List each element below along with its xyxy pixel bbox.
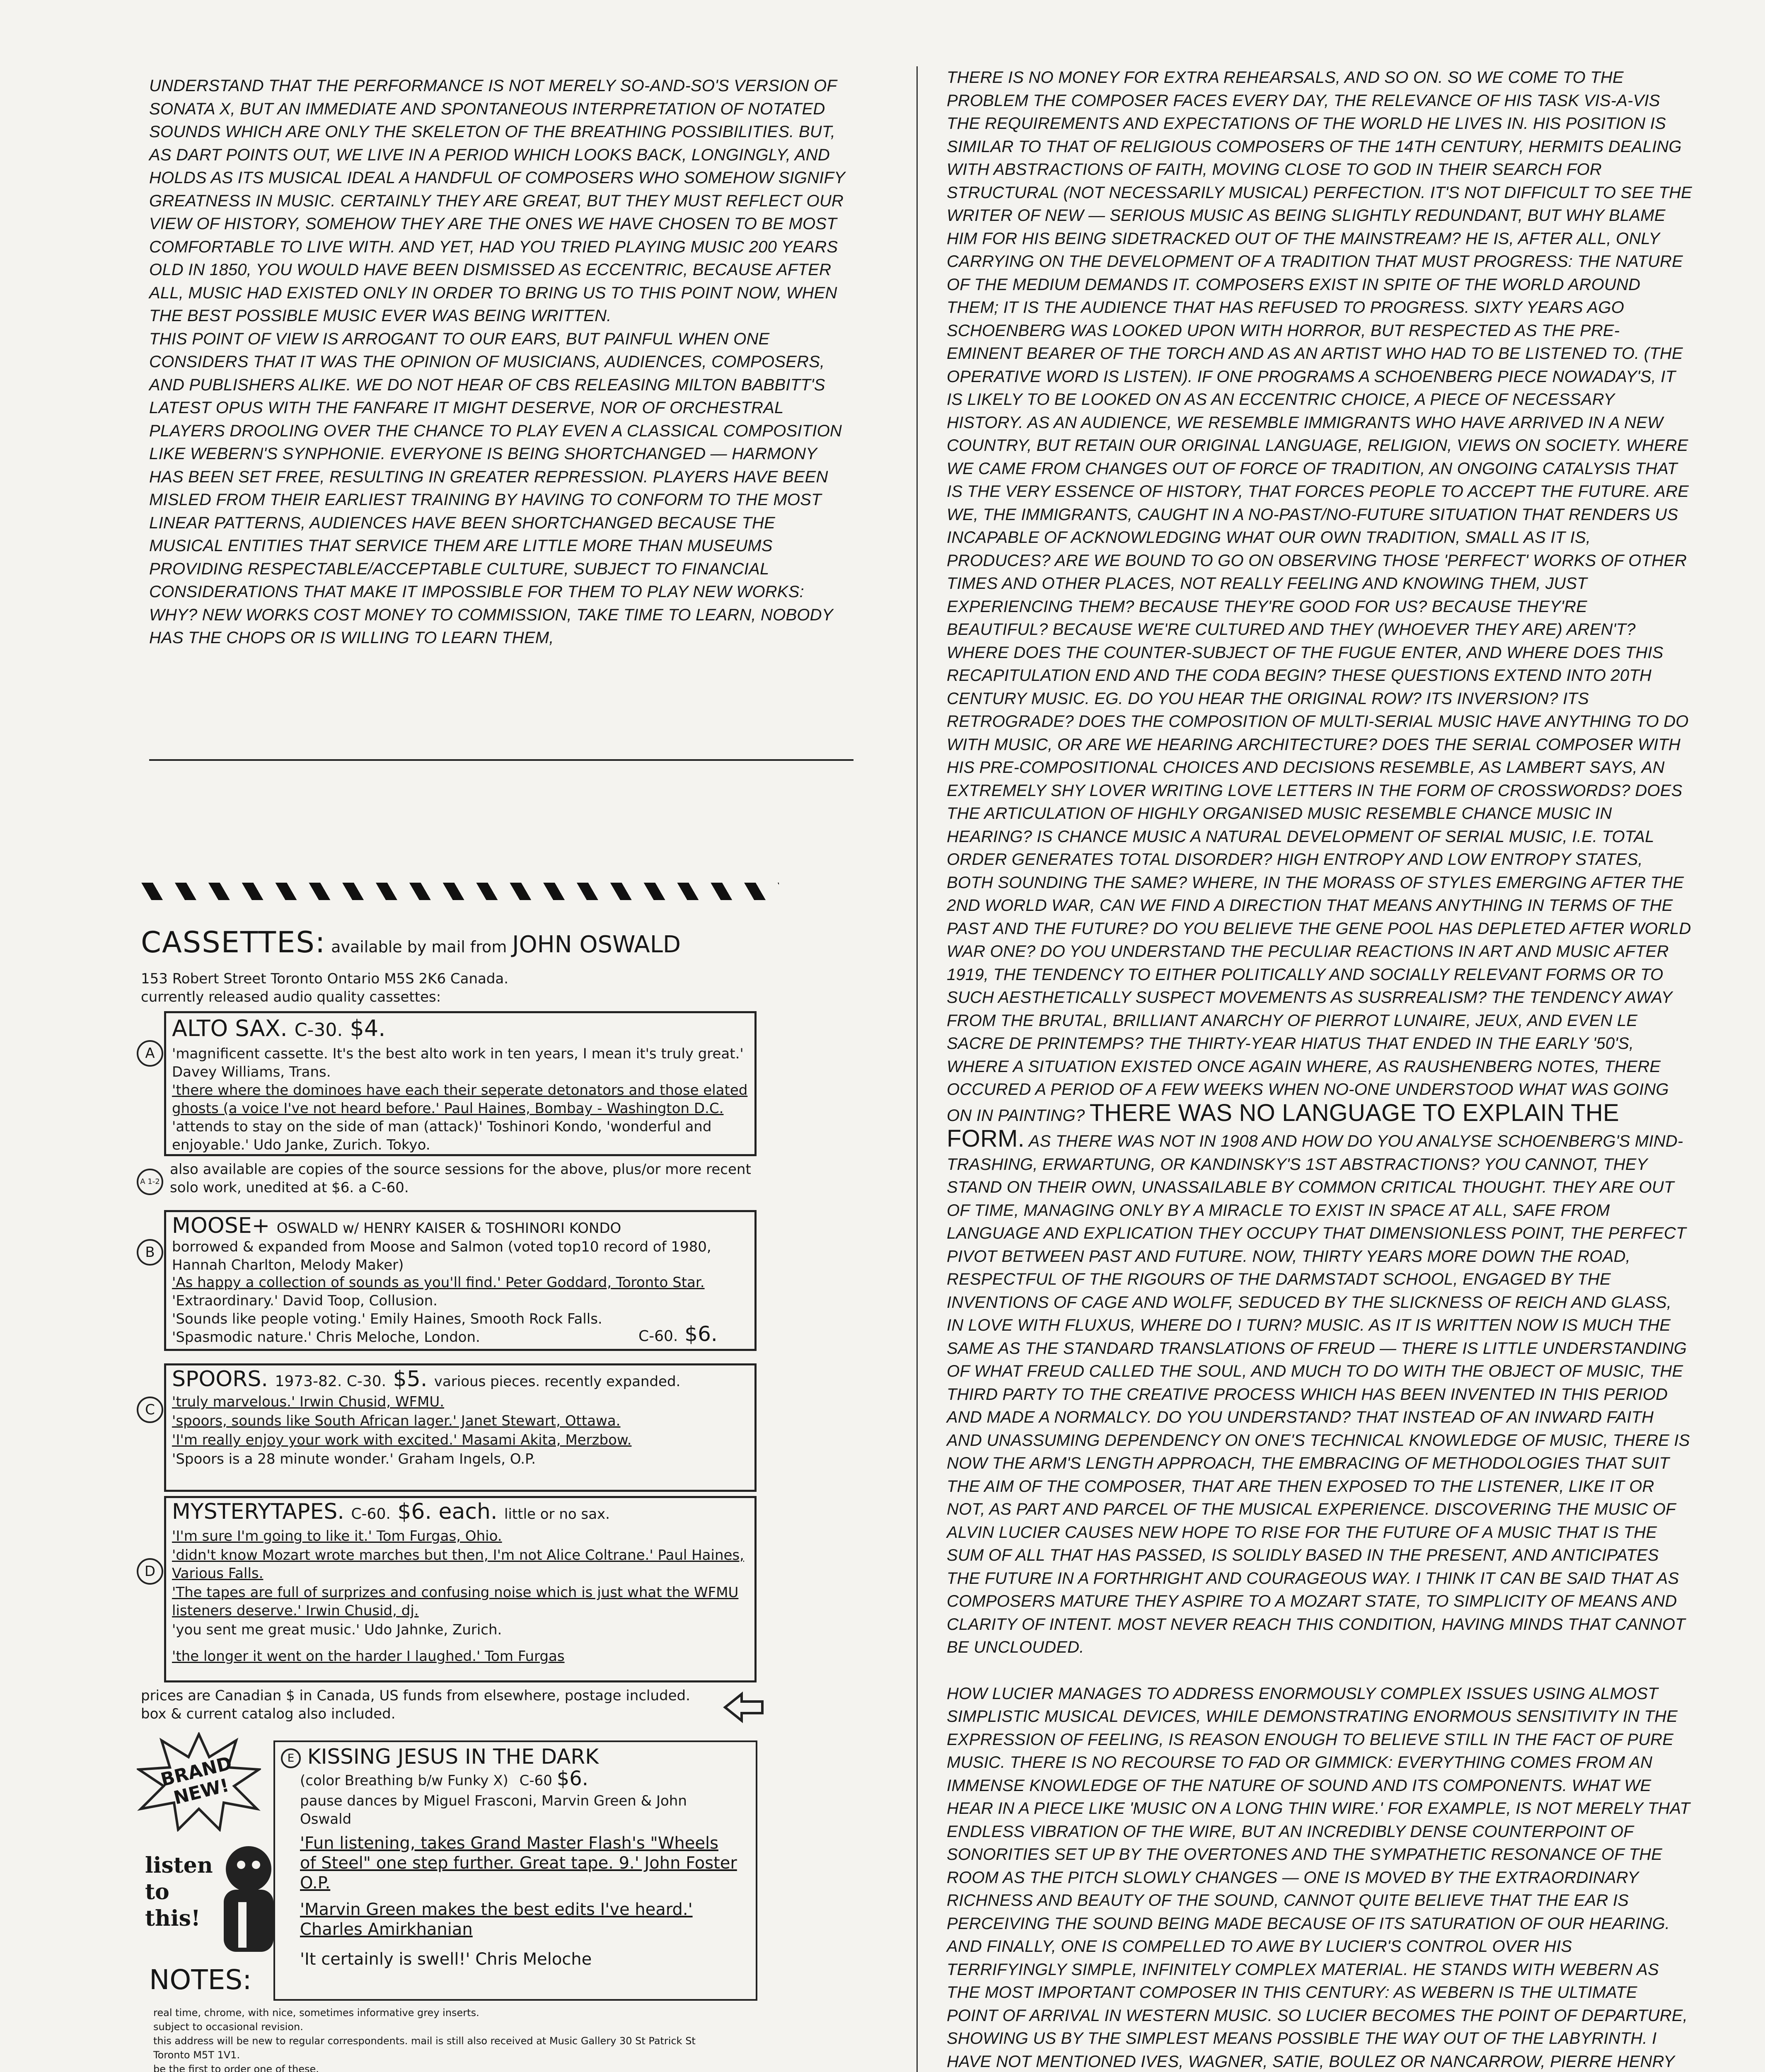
alto-sax-review-1: 'magnificent cassette. It's the best alto work in ten years, I mean it's truly great.' Davey Williams, Trans. bbox=[172, 1046, 744, 1080]
left-article bbox=[149, 75, 853, 650]
top-hatch-bar bbox=[141, 883, 779, 900]
mysterytapes-box bbox=[164, 1496, 757, 1682]
spoors-review-2: 'spoors, sounds like South African lager.' Janet Stewart, Ottawa. bbox=[172, 1413, 621, 1429]
kissing-review-3: 'It certainly is swell!' Chris Meloche bbox=[300, 1950, 592, 1969]
right-paragraph-1-text: THERE IS NO MONEY FOR EXTRA REHEARSALS, AND SO ON. SO WE COME TO THE PROBLEM THE COMPOSER FACES EVERY DAY, THE RELEVANCE OF HIS TASK VIS-A-VIS THE REQUIREMENTS AND EXPECTATIONS OF THE WORLD HE LIVES IN. HIS POSITION IS SIMILAR TO THAT OF RELIGIOUS COMPOSERS OF THE 14TH CENTURY, HERMITS DEALING WITH ABSTRACTIONS OF FAITH, MOVING CLOSE TO GOD IN THEIR SEARCH FOR STRUCTURAL (NOT NECESSARILY MUSICAL) PERFECTION. IT'S NOT DIFFICULT TO SEE THE WRITER OF NEW — SERIOUS MUSIC AS BEING SLIGHTLY REDUNDANT, BUT WHY BLAME HIM FOR HIS BEING SIDETRACKED OUT OF THE MAINSTREAM? HE IS, AFTER ALL, ONLY CARRYING ON THE DEVELOPMENT OF A TRADITION THAT MUST PROGRESS: THE NATURE OF THE MEDIUM DEMANDS IT. COMPOSERS EXIST IN SPITE OF THE WORLD AROUND THEM; IT IS THE AUDIENCE THAT HAS REFUSED TO PROGRESS. SIXTY YEARS AGO SCHOENBERG WAS LOOKED UPON WITH HORROR, BUT RESPECTED AS THE PRE-EMINENT BEARER OF THE TORCH AND AS AN ARTIST WHO HAD TO BE LISTENED TO. (THE OPERATIVE WORD IS LISTEN). IF ONE PROGRAMS A SCHOENBERG PIECE NOWADAY'S, IT IS LIKELY TO BE LOOKED ON AS AN ECCENTRIC CHOICE, A PIECE OF NECESSARY HISTORY. AS AN AUDIENCE, WE RESEMBLE IMMIGRANTS WHO HAVE ARRIVED IN A NEW COUNTRY, BUT RETAIN OUR ORIGINAL LANGUAGE, RELIGION, VIEWS ON SOCIETY. WHERE WE CAME FROM CHANGES OUT OF FORCE OF TRADITION, AN ONGOING CATALYSIS THAT IS THE VERY ESSENCE OF HISTORY, THAT FORCES PEOPLE TO ACCEPT THE FUTURE. ARE WE, THE IMMIGRANTS, CAUGHT IN A NO-PAST/NO-FUTURE SITUATION THAT RENDERS US INCAPABLE OF ACKNOWLEDGING WHAT OUR OWN TRADITION, SMALL AS IT IS, PRODUCES? ARE WE BOUND TO GO ON OBSERVING THOSE 'PERFECT' WORKS OF OTHER TIMES AND OTHER PLACES, NOT REALLY FEELING AND KNOWING THEM, JUST EXPERIENCING THEM? BECAUSE THEY'RE GOOD FOR US? BECAUSE THEY'RE BEAUTIFUL? BECAUSE WE'RE CULTURED AND THEY (WHOEVER THEY ARE) AREN'T? WHERE DOES THE COUNTER-SUBJECT OF THE FUGUE ENTER, AND WHERE DOES THIS RECAPITULATION END AND THE CODA BEGIN? THESE QUESTIONS EXTEND INTO 20TH CENTURY MUSIC. EG. DO YOU HEAR THE ORIGINAL ROW? ITS INVERSION? ITS RETROGRADE? DOES THE COMPOSITION OF MULTI-SERIAL MUSIC HAVE ANYTHING TO DO WITH MUSIC, OR ARE WE HEARING ARCHITECTURE? DOES THE SERIAL COMPOSER WITH HIS PRE-COMPOSITIONAL CHOICES AND DECISIONS RESEMBLE, AS LAMBERT SAYS, AN EXTREMELY SHY LOVER WRITING LOVE LETTERS IN THE FORM OF CROSSWORDS? DOES THE ARTICULATION OF HIGHLY ORGANISED MUSIC RESEMBLE CHANCE MUSIC IN HEARING? IS CHANCE MUSIC A NATURAL DEVELOPMENT OF SERIAL MUSIC, I.E. TOTAL ORDER GENERATES TOTAL DISORDER? HIGH ENTROPY AND LOW ENTROPY STATES, BOTH SOUNDING THE SAME? WHERE, IN THE MORASS OF STYLES EMERGING AFTER THE 2ND WORLD WAR, CAN WE FIND A DIRECTION THAT MEANS ANYTHING IN TERMS OF THE PAST AND THE FUTURE? DO YOU BELIEVE THE GENE POOL HAS DEPLETED AFTER WORLD WAR ONE? DO YOU UNDERSTAND THE PECULIAR REACTIONS IN ART AND MUSIC AFTER 1919, THE TENDENCY TO EITHER POLITICALLY AND SOCIALLY RELEVANT FORMS OR TO SUCH AESTHETICALLY SUSPECT MOVEMENTS AS SUSRREALISM? THE TENDENCY AWAY FROM THE BRUTAL, BRILLIANT ANARCHY OF PIERROT LUNAIRE, JEUX, AND EVEN LE SACRE DE PRINTEMPS? THE THIRTY-YEAR HIATUS THAT ENDED IN THE EARLY '50'S, WHERE A SITUATION EXISTED ONCE AGAIN WHERE, AS RAUSHENBERG NOTES, THERE OCCURED A PERIOD OF A FEW WEEKS WHEN NO-ONE UNDERSTOOD WHAT WAS GOING ON IN PAINTING? bbox=[947, 68, 1692, 1125]
kissing-heading bbox=[281, 1745, 599, 1769]
right-paragraph-1 bbox=[947, 66, 1692, 1659]
spoors-title: SPOORS. bbox=[172, 1367, 268, 1392]
right-paragraph-1-cont: AS THERE WAS NOT IN 1908 AND HOW DO YOU ANALYSE SCHOENBERG'S MIND-TRASHING, ERWARTUNG, OR KANDINSKY'S 1ST ABSTRACTIONS? YOU CANNOT, THEY STAND ON THEIR OWN, UNASSAILABLE BY COMMON CRITICAL THOUGHT. THEY ARE OUT OF TIME, MANAGING ONLY BY A MIRACLE TO EXIST IN SPACE AT ALL, SAFE FROM LANGUAGE AND EXPLICATION THEY OCCUPY THAT DIMENSIONLESS POINT, THE PERFECT PIVOT BETWEEN PAST AND FUTURE. NOW, THIRTY YEARS MORE DOWN THE ROAD, RESPECTFUL OF THE RIGOURS OF THE DARMSTADT SCHOOL, ENGAGED BY THE INVENTIONS OF CAGE AND WOLFF, SEDUCED BY THE SLICKNESS OF REICH AND GLASS, IN LOVE WITH FLUXUS, WHERE DO I TURN? MUSIC. AS IT IS WRITTEN NOW IS MUCH THE SAME AS THE STANDARD TRANSLATIONS OF FREUD — THERE IS LITTLE UNDERSTANDING OF WHAT FREUD CALLED THE SOUL, AND MUCH TO DO WITH THE OBJECT OF MUSIC, THE THIRD PARTY TO THE CREATIVE PROCESS WHICH HAS BEEN INVENTED IN THIS PERIOD AND MADE A NORMALCY. DO YOU UNDERSTAND? THAT INSTEAD OF AN INWARD FAITH AND UNASSUMING DEPENDENCY ON ONE'S TECHNICAL KNOWLEDGE OF MUSIC, THERE IS NOW THE ARM'S LENGTH APPROACH, THE EMBRACING OF METHODOLOGIES THAT SUIT THE AIM OF THE COMPOSER, THAT ARE THEN EXPOSED TO THE LISTENER, LIKE IT OR NOT, AS PART AND PARCEL OF THE MUSICAL EXPERIENCE. DISCOVERING THE MUSIC OF ALVIN LUCIER CAUSES NEW HOPE TO RISE FOR THE FUTURE OF A MUSIC THAT IS THE SUM OF ALL THAT HAS PASSED, IS SOLIDLY BASED IN THE PRESENT, AND ANTICIPATES THE FUTURE IN A FORTHRIGHT AND COURAGEOUS WAY. I THINK IT CAN BE SAID THAT AS COMPOSERS MATURE THEY ASPIRE TO A MOZART STATE, TO SIMPLICITY OF MEANS AND CLARITY OF INTENT. MOST NEVER REACH THIS CONDITION, HAVING MINDS THAT CANNOT BE UNCLOUDED. bbox=[947, 1132, 1690, 1656]
spoors-note: various pieces. recently expanded. bbox=[434, 1373, 681, 1390]
ad-header bbox=[141, 925, 787, 959]
mysterytapes-review-3: 'The tapes are full of surprizes and confusing noise which is just what the WFMU listeners deserve.' Irwin Chusid, dj. bbox=[172, 1584, 739, 1619]
column-divider bbox=[916, 66, 918, 2072]
alto-sax-title: ALTO SAX. bbox=[172, 1015, 288, 1041]
moose-credits: OSWALD w/ HENRY KAISER & TOSHINORI KONDO bbox=[276, 1220, 621, 1237]
mysterytapes-heading bbox=[172, 1500, 610, 1526]
moose-review-3: 'Sounds like people voting.' Emily Haines, Smooth Rock Falls. bbox=[172, 1311, 602, 1327]
left-paragraph-2: THIS POINT OF VIEW IS ARROGANT TO OUR EARS, BUT PAINFUL WHEN ONE CONSIDERS THAT IT WAS THE OPINION OF MUSICIANS, AUDIENCES, COMPOSERS, AND PUBLISHERS ALIKE. WE DO NOT HEAR OF CBS RELEASING MILTON BABBITT'S LATEST OPUS WITH THE FANFARE IT MIGHT DESERVE, NOR OF ORCHESTRAL PLAYERS DROOLING OVER THE CHANCE TO PLAY EVEN A CLASSICAL COMPOSITION LIKE WEBERN'S SYNPHONIE. EVERYONE IS BEING SHORTCHANGED — HARMONY HAS BEEN SET FREE, RESULTING IN GREATER REPRESSION. PLAYERS HAVE BEEN MISLED FROM THEIR EARLIEST TRAINING BY HAVING TO CONFORM TO THE MOST LINEAR PATTERNS, AUDIENCES HAVE BEEN SHORTCHANGED BECAUSE THE MUSICAL ENTITIES THAT SERVICE THEM ARE LITTLE MORE THAN MUSEUMS PROVIDING RESPECTABLE/ACCEPTABLE CULTURE, SUBJECT TO FINANCIAL CONSIDERATIONS THAT MAKE IT IMPOSSIBLE FOR THEM TO PLAY NEW WORKS: WHY? NEW WORKS COST MONEY TO COMMISSION, TAKE TIME TO LEARN, NOBODY HAS THE CHOPS OR IS WILLING TO LEARN THEM, bbox=[149, 329, 842, 647]
right-paragraph-2: HOW LUCIER MANAGES TO ADDRESS ENORMOUSLY COMPLEX ISSUES USING ALMOST SIMPLISTIC MUSICAL DEVICES, WHILE DEMONSTRATING ENORMOUS SENSITIVITY IN THE EXPRESSION OF FEELING, IS REASON ENOUGH TO BELIEVE STILL IN THE FACT OF PURE MUSIC. THERE IS NO RECOURSE TO FAD OR GIMMICK: EVERYTHING COMES FROM AN IMMENSE KNOWLEDGE OF THE NATURE OF SOUND AND ITS COMPONENTS. WHAT WE HEAR IN A PIECE LIKE 'MUSIC ON A LONG THIN WIRE.' FOR EXAMPLE, IS NOT MERELY THAT ENDLESS VIBRATION OF THE WIRE, BUT AN INCREDIBLY DENSE COUNTERPOINT OF SONORITIES SET UP BY THE OVERTONES AND THE SYMPATHETIC RESONANCE OF THE ROOM AS THE PITCH SLOWLY CHANGES — ONE IS MOVED BY THE EXTRAORDINARY RICHNESS AND BEAUTY OF THE SOUND, CANNOT QUITE BELIEVE THAT THE EAR IS PERCEIVING THE SOUND BEING MADE BECAUSE OF ITS SATURATION OF OUR HEARING. AND FINALLY, ONE IS COMPELLED TO AWE BY LUCIER'S CONTROL OVER HIS TERRIFYINGLY SIMPLE, INFINITELY COMPLEX MATERIAL. HE STANDS WITH WEBERN AS THE MOST IMPORTANT COMPOSER IN THIS CENTURY: AS WEBERN IS THE ULTIMATE POINT OF ARRIVAL IN WESTERN MUSIC. SO LUCIER BECOMES THE POINT OF DEPARTURE, SHOWING US BY THE SIMPLEST MEANS POSSIBLE THE WAY OUT OF THE LABYRINTH. I HAVE NOT MENTIONED IVES, WAGNER, SATIE, BOULEZ OR NANCARROW, PIERRE HENRY bbox=[947, 1684, 1690, 2071]
alto-sax-box bbox=[164, 1011, 757, 1156]
kissing-subtitle: (color Breathing b/w Funky X) bbox=[300, 1772, 508, 1789]
kissing-review-2: 'Marvin Green makes the best edits I've heard.' Charles Amirkhanian bbox=[300, 1900, 693, 1939]
source-sessions-note: also available are copies of the source sessions for the above, plus/or more recent solo work, unedited at $6. a C-60. bbox=[170, 1161, 751, 1196]
seller-name: JOHN OSWALD bbox=[512, 931, 681, 958]
brand-new-burst bbox=[137, 1732, 261, 1832]
alto-sax-review-3: 'attends to stay on the side of man (attack)' Toshinori Kondo, 'wonderful and enjoyable.' Udo Janke, Zurich. Tokyo. bbox=[172, 1118, 712, 1153]
listener-figure-icon bbox=[215, 1840, 278, 1962]
listen-text: listen to this! bbox=[145, 1853, 213, 1931]
mysterytapes-format: C-60. bbox=[351, 1506, 391, 1523]
note-2: subject to occasional revision. bbox=[153, 2021, 303, 2033]
mysterytapes-review-4: 'you sent me great music.' Udo Jahnke, Zurich. bbox=[172, 1622, 502, 1638]
mysterytapes-note: little or no sax. bbox=[504, 1506, 610, 1523]
marker-b: B bbox=[137, 1239, 163, 1266]
notes-title: NOTES: bbox=[149, 1964, 252, 1996]
alto-sax-review-2: 'there where the dominoes have each their seperate detonators and those elated ghosts (a voice I've not heard before.' Paul Haines, Bombay - Washington D.C. bbox=[172, 1082, 748, 1117]
marker-c: C bbox=[137, 1397, 163, 1423]
listen-to-this-badge bbox=[145, 1840, 278, 1964]
mysterytapes-review-1: 'I'm sure I'm going to like it.' Tom Furgas, Ohio. bbox=[172, 1528, 502, 1544]
left-article-end-rule bbox=[149, 759, 853, 761]
note-3: this address will be new to regular correspondents. mail is still also received at Music Gallery 30 St Patrick St Toronto M5T 1V1. bbox=[153, 2035, 696, 2061]
kissing-subtitle-line bbox=[300, 1769, 588, 1790]
kissing-format: C-60 bbox=[519, 1772, 552, 1789]
spoors-heading bbox=[172, 1367, 680, 1394]
seller-address: 153 Robert Street Toronto Ontario M5S 2K6 Canada. bbox=[141, 971, 509, 987]
marker-a-1-2: A 1-2 bbox=[137, 1169, 163, 1195]
spoors-review-4: 'Spoors is a 28 minute wonder.' Graham Ingels, O.P. bbox=[172, 1451, 536, 1467]
ad-subtitle: currently released audio quality cassettes: bbox=[141, 989, 441, 1005]
marker-e: E bbox=[281, 1748, 301, 1768]
alto-sax-heading bbox=[172, 1016, 385, 1043]
mysterytapes-review-5: 'the longer it went on the harder I laughed.' Tom Furgas bbox=[172, 1648, 565, 1665]
mysterytapes-title: MYSTERYTAPES. bbox=[172, 1499, 344, 1524]
emphasis-heading: THERE WAS NO LANGUAGE TO EXPLAIN THE FORM. bbox=[947, 1099, 1619, 1152]
mysterytapes-price: $6. each. bbox=[397, 1499, 498, 1524]
moose-review-4: 'Spasmodic nature.' Chris Meloche, London. bbox=[172, 1329, 480, 1346]
note-1: real time, chrome, with nice, sometimes informative grey inserts. bbox=[153, 2007, 479, 2019]
spoors-box bbox=[164, 1363, 757, 1492]
moose-format: C-60. bbox=[638, 1328, 678, 1345]
moose-box bbox=[164, 1210, 757, 1351]
note-4: be the first to order one of these. bbox=[153, 2063, 319, 2072]
moose-title: MOOSE+ bbox=[172, 1213, 270, 1238]
moose-price: $6. bbox=[684, 1322, 718, 1346]
spoors-review-3: 'I'm really enjoy your work with excited.' Masami Akita, Merzbow. bbox=[172, 1432, 632, 1448]
moose-note: borrowed & expanded from Moose and Salmon (voted top10 record of 1980, Hannah Charlton, Melody Maker) bbox=[172, 1239, 711, 1273]
spoors-review-1: 'truly marvelous.' Irwin Chusid, WFMU. bbox=[172, 1394, 445, 1410]
right-article bbox=[947, 66, 1692, 2072]
moose-review-2: 'Extraordinary.' David Toop, Collusion. bbox=[172, 1293, 438, 1309]
moose-review-1: 'As happy a collection of sounds as you'll find.' Peter Goddard, Toronto Star. bbox=[172, 1274, 705, 1291]
notes-list bbox=[153, 2006, 733, 2072]
spoors-price: $5. bbox=[393, 1367, 428, 1392]
kissing-credits: pause dances by Miguel Frasconi, Marvin Green & John Oswald bbox=[300, 1793, 687, 1828]
left-paragraph-1: UNDERSTAND THAT THE PERFORMANCE IS NOT MERELY SO-AND-SO'S VERSION OF SONATA X, BUT AN IMMEDIATE AND SPONTANEOUS INTERPRETATION OF NOTATED SOUNDS WHICH ARE ONLY THE SKELETON OF THE BREATHING POSSIBILITIES. BUT, AS DART POINTS OUT, WE LIVE IN A PERIOD WHICH LOOKS BACK, LONGINGLY, AND HOLDS AS ITS MUSICAL IDEAL A HANDFUL OF COMPOSERS WHO SOMEHOW SIGNIFY GREATNESS IN MUSIC. CERTAINLY THEY ARE GREAT, BUT THEY MUST REFLECT OUR VIEW OF HISTORY, SOMEHOW THEY ARE THE ONES WE HAVE CHOSEN TO BE MOST COMFORTABLE TO LIVE WITH. AND YET, HAD YOU TRIED PLAYING MUSIC 200 YEARS OLD IN 1850, YOU WOULD HAVE BEEN DISMISSED AS ECCENTRIC, BECAUSE AFTER ALL, MUSIC HAD EXISTED ONLY IN ORDER TO BRING US TO THIS POINT NOW, WHEN THE BEST POSSIBLE MUSIC EVER WAS BEING WRITTEN. bbox=[149, 77, 845, 325]
kissing-review-1: 'Fun listening, takes Grand Master Flash's "Wheels of Steel" one step further. Great tape. 9.' John Foster O.P. bbox=[300, 1834, 737, 1893]
alto-sax-format: C-30. bbox=[294, 1019, 343, 1041]
mysterytapes-review-2: 'didn't know Mozart wrote marches but then, I'm not Alice Coltrane.' Paul Haines, Various Falls. bbox=[172, 1547, 744, 1582]
marker-d: D bbox=[137, 1558, 163, 1585]
brand-new-text: BRAND NEW! bbox=[158, 1752, 234, 1809]
cassettes-advertisement bbox=[137, 912, 783, 2072]
kissing-price: $6. bbox=[556, 1767, 589, 1790]
ad-title-suffix: available by mail from bbox=[331, 938, 507, 956]
prices-note: prices are Canadian $ in Canada, US funds from elsewhere, postage included. box & current catalog also included. bbox=[141, 1687, 690, 1722]
arrow-left-icon bbox=[721, 1691, 766, 1726]
spoors-format: 1973-82. C-30. bbox=[275, 1373, 387, 1390]
moose-format-price bbox=[638, 1324, 718, 1346]
alto-sax-price: $4. bbox=[350, 1015, 386, 1041]
kissing-jesus-box bbox=[273, 1740, 757, 2001]
moose-heading bbox=[172, 1214, 621, 1238]
marker-a: A bbox=[137, 1040, 163, 1067]
ad-title: CASSETTES: bbox=[141, 925, 326, 959]
kissing-title: KISSING JESUS IN THE DARK bbox=[307, 1745, 599, 1769]
